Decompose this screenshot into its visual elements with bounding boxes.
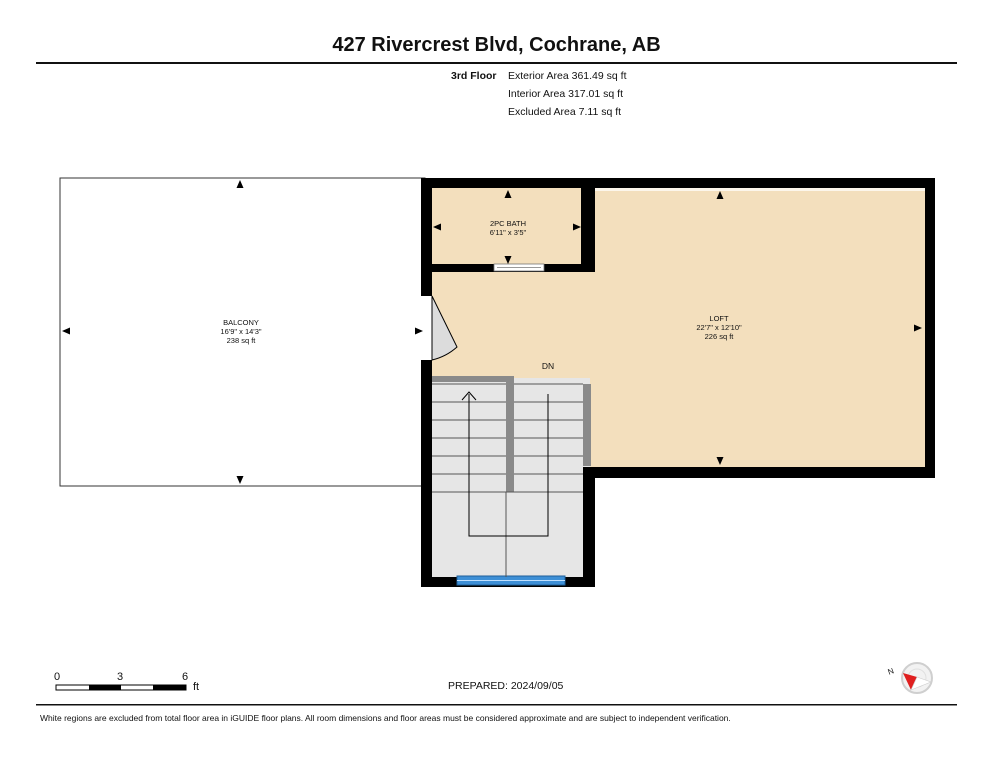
compass-icon [902, 663, 932, 693]
balcony-area-text: 238 sq ft [226, 336, 256, 345]
footer-divider [36, 704, 957, 706]
bath-name: 2PC BATH [489, 219, 527, 228]
interior-area: Interior Area 317.01 sq ft [508, 88, 623, 100]
loft-dims: 22'7" x 12'10" [696, 323, 742, 332]
prepared-date: PREPARED: 2024/09/05 [448, 680, 564, 692]
balcony-door-opening [421, 296, 432, 360]
loft-name: LOFT [709, 314, 729, 323]
scale-bar [56, 685, 186, 690]
exterior-area: Exterior Area 361.49 sq ft [508, 70, 627, 82]
loft-area-text: 226 sq ft [704, 332, 734, 341]
balcony-name: BALCONY [223, 318, 259, 327]
stairs-dn-label: DN [541, 361, 555, 371]
scale-unit: ft [193, 681, 200, 693]
floor-label: 3rd Floor [451, 70, 497, 82]
bath-dims: 6'11" x 3'5" [489, 228, 527, 237]
scale-label-6: 6 [182, 671, 189, 683]
page-title: 427 Rivercrest Blvd, Cochrane, AB [332, 34, 661, 56]
excluded-area: Excluded Area 7.11 sq ft [508, 106, 622, 118]
scale-label-3: 3 [117, 671, 124, 683]
balcony-dims: 16'9" x 14'3" [220, 327, 262, 336]
scale-label-0: 0 [54, 671, 61, 683]
footer-disclaimer: White regions are excluded from total floor area in iGUIDE floor plans. All room dimensions and floor areas must be considered approximate and are subject to independent verification. [40, 713, 731, 723]
compass-north-label: N [886, 666, 896, 677]
